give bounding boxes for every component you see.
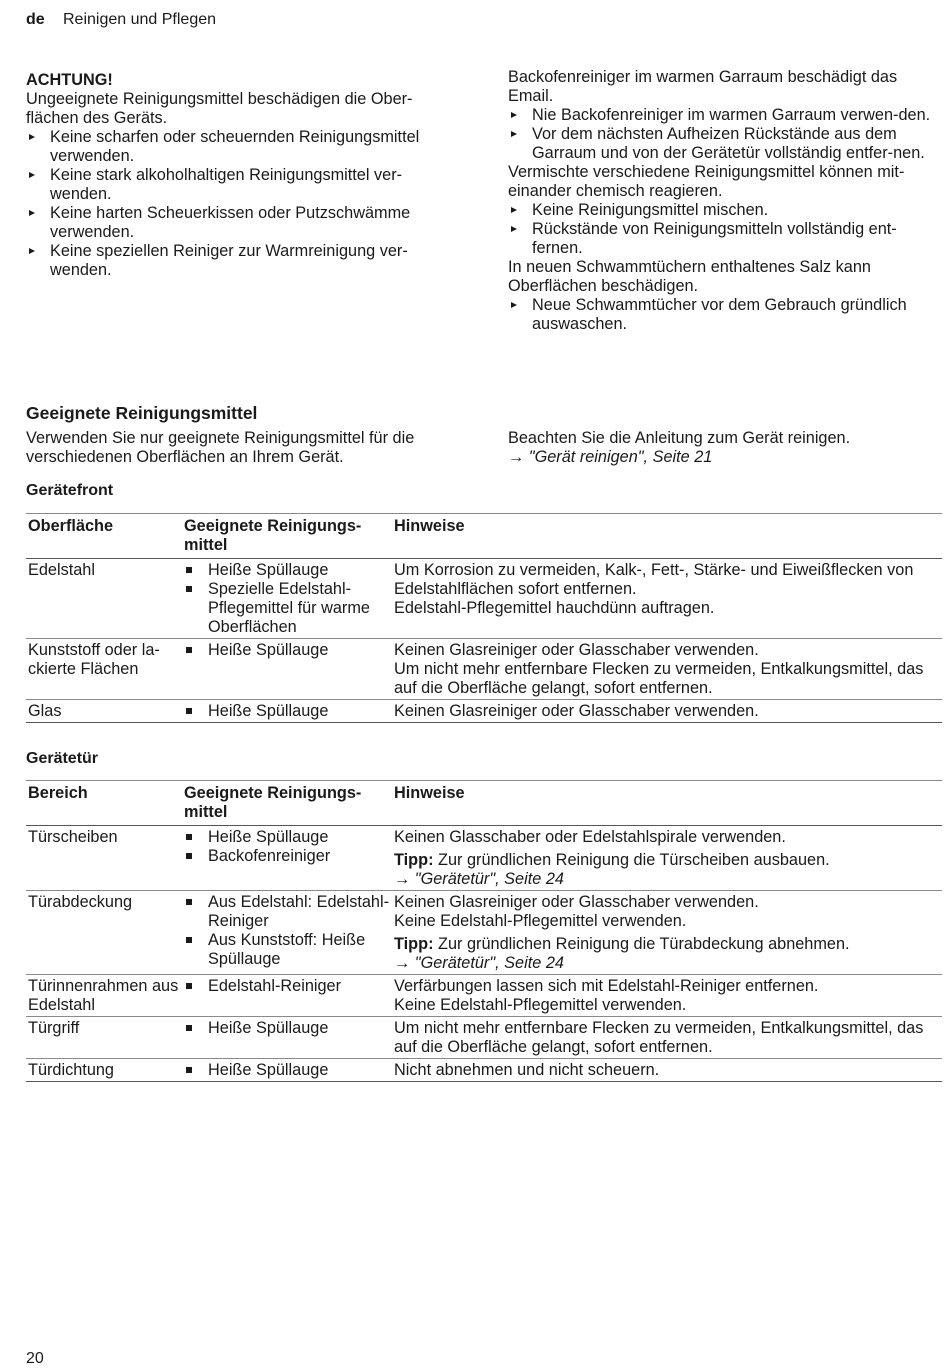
note-line: Keinen Glasreiniger oder Glasschaber verwenden.: [394, 641, 759, 659]
notes-cell: [392, 1059, 942, 1082]
list-item: Aus Edelstahl: Edelstahl-Reiniger: [184, 893, 390, 931]
note-line: Keinen Glasreiniger oder Glasschaber verwenden.: [394, 893, 759, 911]
list-item: Nie Backofenreiniger im warmen Garraum verwen-den.: [508, 106, 944, 125]
note-line: Verfärbungen lassen sich mit Edelstahl-Reiniger entfernen.: [394, 977, 819, 995]
agents-cell: [182, 1017, 392, 1059]
cross-reference-link[interactable]: → "Gerät reinigen", Seite 21: [508, 448, 713, 466]
warning-list: [508, 201, 944, 258]
surface-cell: Kunststoff oder la-ckierte Flächen: [26, 639, 182, 700]
tip-text: Zur gründlichen Reinigung die Türscheiben ausbauen.: [438, 851, 830, 869]
agents-cell: [182, 700, 392, 723]
section-title: Geeignete Reinigungsmittel: [26, 403, 258, 423]
agents-cell: [182, 826, 392, 891]
note-line: Nicht abnehmen und nicht scheuern.: [394, 1061, 660, 1079]
list-item: Keine harten Scheuerkissen oder Putzschwämme verwenden.: [26, 204, 462, 242]
list-item: Keine Reinigungsmittel mischen.: [508, 201, 944, 220]
surface-cell: Glas: [26, 700, 182, 723]
warning-list: [26, 128, 462, 280]
column-header: Hinweise: [392, 514, 942, 559]
warning-list: [508, 296, 944, 334]
agents-cell: [182, 891, 392, 975]
table-row: [26, 1059, 942, 1082]
section-intro: Verwenden Sie nur geeignete Reinigungsmittel für die verschiedenen Oberflächen an Ihrem Gerät.: [26, 429, 415, 466]
table-row: [26, 826, 942, 891]
notes-cell: [392, 826, 942, 891]
table-row: [26, 639, 942, 700]
header-title: Reinigen und Pflegen: [63, 11, 217, 28]
notes-cell: [392, 700, 942, 723]
agents-cell: [182, 559, 392, 639]
cross-reference-link[interactable]: → "Gerätetür", Seite 24: [394, 870, 564, 888]
table-row: [26, 700, 942, 723]
notes-cell: [392, 639, 942, 700]
agents-cell: [182, 975, 392, 1017]
area-cell: Türdichtung: [26, 1059, 182, 1082]
warning-text: Vermischte verschiedene Reinigungsmittel können mit-einander chemisch reagieren.: [508, 163, 905, 200]
tip: [394, 851, 940, 870]
column-header: Oberfläche: [26, 514, 182, 559]
area-cell: Türgriff: [26, 1017, 182, 1059]
list-item: Backofenreiniger: [184, 847, 390, 866]
column-header: Geeignete Reinigungs-mittel: [182, 514, 392, 559]
list-item: Aus Kunststoff: Heiße Spüllauge: [184, 931, 390, 969]
notes-cell: [392, 559, 942, 639]
warning-text: Backofenreiniger im warmen Garraum beschädigt das Email.: [508, 68, 898, 105]
warning-intro: Ungeeignete Reinigungsmittel beschädigen die Ober-flächen des Geräts.: [26, 90, 413, 127]
door-table: [26, 780, 942, 1082]
warning-title: ACHTUNG!: [26, 71, 113, 89]
front-table: [26, 513, 942, 723]
cross-reference-link[interactable]: → "Gerätetür", Seite 24: [394, 954, 564, 972]
list-item: Keine speziellen Reiniger zur Warmreinigung ver-wenden.: [26, 242, 462, 280]
table-header-row: [26, 514, 942, 559]
note-line: Um nicht mehr entfernbare Flecken zu vermeiden, Entkalkungsmittel, das auf die Oberfläche gelangt, sofort entfernen.: [394, 660, 924, 697]
note-line: Keinen Glasschaber oder Edelstahlspirale verwenden.: [394, 828, 786, 846]
list-item: Spezielle Edelstahl-Pflegemittel für warme Oberflächen: [184, 580, 390, 637]
tip-label: Tipp:: [394, 851, 434, 869]
list-item: Heiße Spüllauge: [184, 561, 390, 580]
warning-box-right: [508, 68, 944, 334]
table-header-row: [26, 781, 942, 826]
warning-text: In neuen Schwammtüchern enthaltenes Salz kann Oberflächen beschädigen.: [508, 258, 871, 295]
list-item: Heiße Spüllauge: [184, 641, 390, 660]
table-row: [26, 891, 942, 975]
front-table-title: Gerätefront: [26, 482, 114, 499]
area-cell: Türabdeckung: [26, 891, 182, 975]
language-code: de: [26, 11, 45, 28]
tip-text: Zur gründlichen Reinigung die Türabdeckung abnehmen.: [438, 935, 850, 953]
warning-box: [26, 71, 462, 280]
column-header: Hinweise: [392, 781, 942, 826]
note-line: Edelstahl-Pflegemittel hauchdünn auftragen.: [394, 599, 715, 617]
area-cell: Türinnenrahmen aus Edelstahl: [26, 975, 182, 1017]
notes-cell: [392, 891, 942, 975]
agents-cell: [182, 639, 392, 700]
door-table-title: Gerätetür: [26, 750, 99, 767]
note-line: Keine Edelstahl-Pflegemittel verwenden.: [394, 996, 687, 1014]
list-item: Heiße Spüllauge: [184, 828, 390, 847]
column-header: Geeignete Reinigungs-mittel: [182, 781, 392, 826]
note-line: Um Korrosion zu vermeiden, Kalk-, Fett-, Stärke- und Eiweißflecken von Edelstahlflächen sofort entfernen.: [394, 561, 914, 598]
section-note-text: Beachten Sie die Anleitung zum Gerät reinigen.: [508, 429, 851, 447]
list-item: Heiße Spüllauge: [184, 1061, 390, 1080]
page-number: 20: [26, 1350, 44, 1367]
tip-label: Tipp:: [394, 935, 434, 953]
list-item: Rückstände von Reinigungsmitteln vollständig ent-fernen.: [508, 220, 944, 258]
notes-cell: [392, 975, 942, 1017]
tip: [394, 935, 940, 954]
list-item: Neue Schwammtücher vor dem Gebrauch gründlich auswaschen.: [508, 296, 944, 334]
surface-cell: Edelstahl: [26, 559, 182, 639]
list-item: Heiße Spüllauge: [184, 1019, 390, 1038]
list-item: Edelstahl-Reiniger: [184, 977, 390, 996]
column-header: Bereich: [26, 781, 182, 826]
list-item: Heiße Spüllauge: [184, 702, 390, 721]
note-line: Keinen Glasreiniger oder Glasschaber verwenden.: [394, 702, 759, 720]
list-item: Vor dem nächsten Aufheizen Rückstände aus dem Garraum und von der Gerätetür vollständig entfer-nen.: [508, 125, 944, 163]
section-note: [508, 429, 944, 467]
note-line: Keine Edelstahl-Pflegemittel verwenden.: [394, 912, 687, 930]
table-row: [26, 1017, 942, 1059]
list-item: Keine scharfen oder scheuernden Reinigungsmittel verwenden.: [26, 128, 462, 166]
agents-cell: [182, 1059, 392, 1082]
area-cell: Türscheiben: [26, 826, 182, 891]
notes-cell: [392, 1017, 942, 1059]
list-item: Keine stark alkoholhaltigen Reinigungsmittel ver-wenden.: [26, 166, 462, 204]
table-row: [26, 975, 942, 1017]
note-line: Um nicht mehr entfernbare Flecken zu vermeiden, Entkalkungsmittel, das auf die Oberfläche gelangt, sofort entfernen.: [394, 1019, 924, 1056]
warning-list: [508, 106, 944, 163]
table-row: [26, 559, 942, 639]
